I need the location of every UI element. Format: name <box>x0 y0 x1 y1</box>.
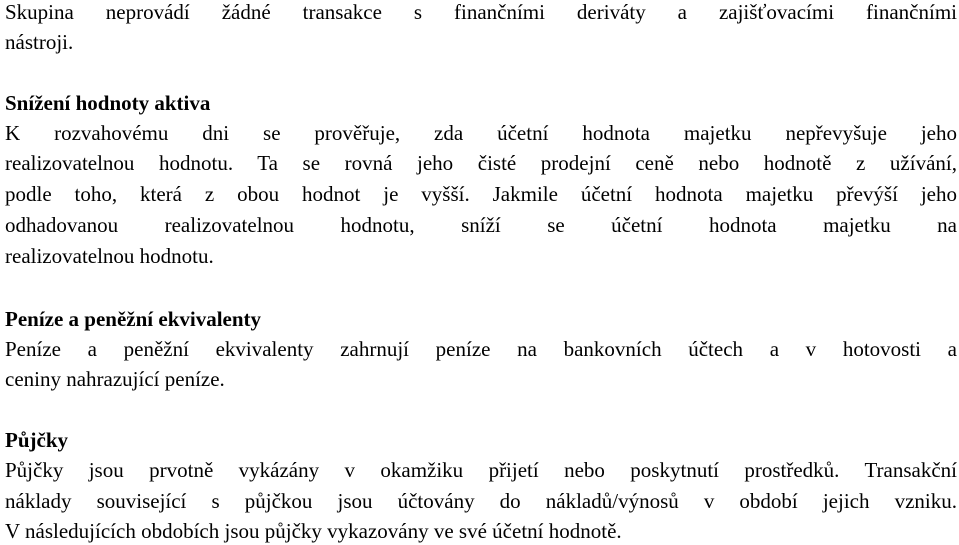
paragraph-line: realizovatelnou hodnotu. <box>5 244 214 268</box>
paragraph-line: Peníze a peněžní ekvivalenty zahrnují peníze na bankovních účtech a v hotovosti a <box>5 337 957 361</box>
paragraph-line: podle toho, která z obou hodnot je vyšší. Jakmile účetní hodnota majetku převýší jeho <box>5 182 957 206</box>
section-heading-cash: Peníze a peněžní ekvivalenty <box>5 307 262 331</box>
paragraph-line: ceniny nahrazující peníze. <box>5 367 225 391</box>
intro-line: Skupina neprovádí žádné transakce s finančními deriváty a zajišťovacími finančními <box>5 0 957 24</box>
paragraph-line: V následujících obdobích jsou půjčky vykazovány ve své účetní hodnotě. <box>5 519 622 543</box>
intro-line: nástroji. <box>5 30 74 54</box>
paragraph-line: odhadovanou realizovatelnou hodnotu, sníží se účetní hodnota majetku na <box>5 213 957 237</box>
paragraph-line: realizovatelnou hodnotu. Ta se rovná jeho čisté prodejní ceně nebo hodnotě z užívání, <box>5 151 957 175</box>
paragraph-line: náklady související s půjčkou jsou účtovány do nákladů/výnosů v období jejich vzniku. <box>5 489 957 513</box>
section-heading-loans: Půjčky <box>5 428 68 452</box>
paragraph-line: K rozvahovému dni se prověřuje, zda účetní hodnota majetku nepřevyšuje jeho <box>5 121 957 145</box>
paragraph-line: Půjčky jsou prvotně vykázány v okamžiku přijetí nebo poskytnutí prostředků. Transakční <box>5 458 957 482</box>
section-heading-impairment: Snížení hodnoty aktiva <box>5 91 211 115</box>
